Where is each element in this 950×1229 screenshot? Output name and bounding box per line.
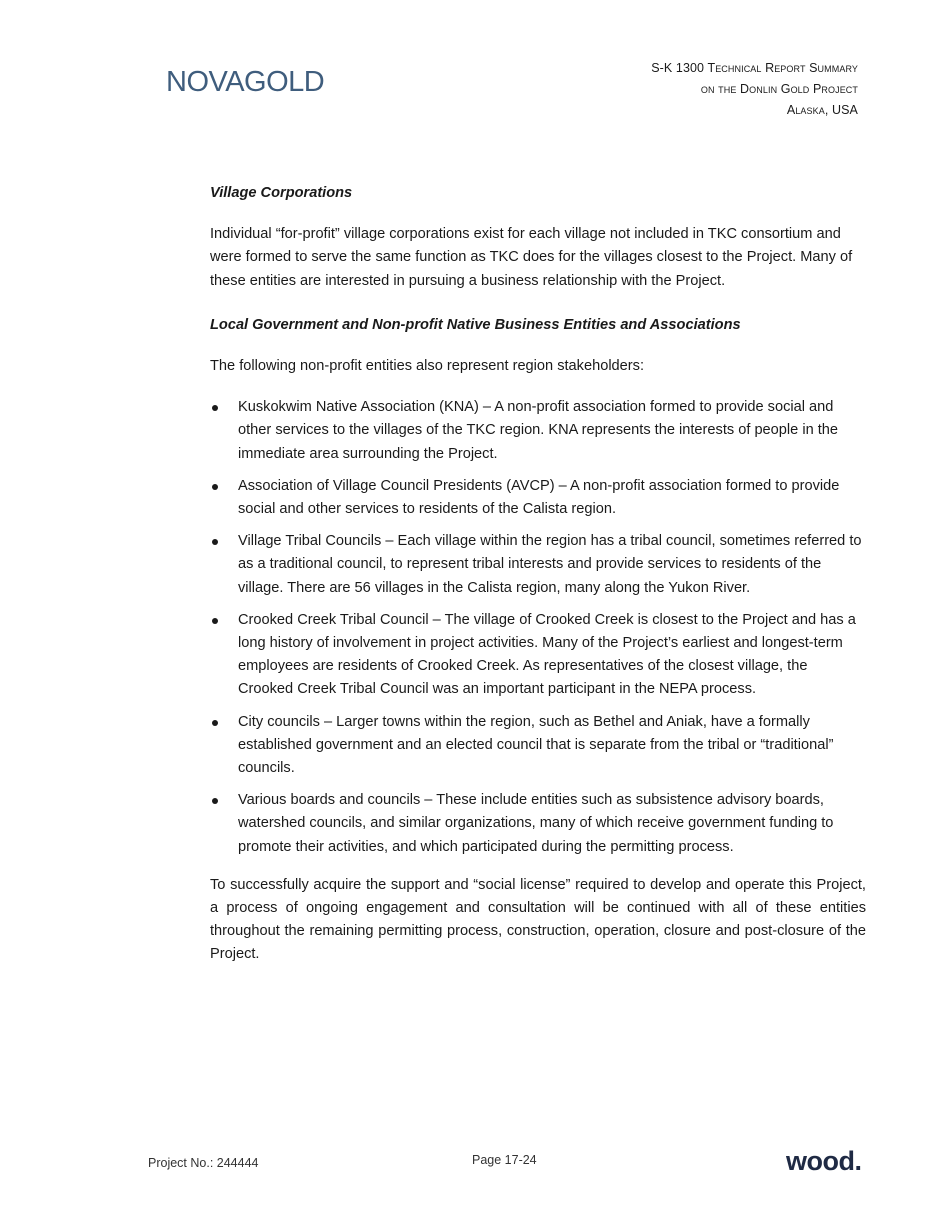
list-item-text: City councils – Larger towns within the region, such as Bethel and Aniak, have a formally established government and an elected council that is separate from the tribal or “traditional” councils.: [238, 713, 834, 777]
bullet-icon: [212, 484, 218, 490]
list-item: [210, 711, 866, 781]
heading-local-government: Local Government and Non-profit Native Business Entities and Associations: [210, 316, 741, 333]
wood-logo: [786, 1146, 862, 1181]
novagold-logo: [166, 64, 342, 96]
list-item: [210, 530, 866, 600]
list-item-text: Various boards and councils – These include entities such as subsistence advisory boards, watershed councils, and similar organizations, many of which receive government funding to promote their activities, and which participated during the permitting process.: [238, 792, 834, 855]
list-item: [210, 789, 866, 859]
report-title-line-3: Alaska, USA: [786, 103, 858, 117]
list-item-text: Association of Village Council Presidents (AVCP) – A non-profit association formed to provide social and other services to residents of the Calista region.: [238, 477, 840, 518]
bullet-icon: [212, 618, 218, 624]
bullet-icon: [212, 798, 218, 804]
report-title-line-1: S-K 1300 Technical Report Summary: [651, 61, 858, 75]
bullet-icon: [212, 405, 218, 411]
paragraph-closing: To successfully acquire the support and “social license” required to develop and operate this Project, a process of ongoing engagement and consultation will be continued with all of these entities throughout the remaining permitting process, construction, operation, closure and post-closure of the Project.: [210, 876, 866, 963]
body-content: [210, 182, 866, 967]
list-item-text: Village Tribal Councils – Each village within the region has a tribal council, sometimes referred to as a traditional council, to represent tribal interests and provide services to residents of the village. There are 56 villages in the Calista region, many along the Yukon River.: [238, 533, 862, 596]
stakeholder-list: [210, 396, 866, 859]
list-item-text: Kuskokwim Native Association (KNA) – A non-profit association formed to provide social and other services to the villages of the TKC region. KNA represents the interests of people in the immediate area surrounding the Project.: [238, 399, 839, 462]
paragraph-intro: The following non-profit entities also represent region stakeholders:: [210, 358, 645, 375]
project-number: Project No.: 244444: [148, 1156, 259, 1170]
list-item: [210, 609, 866, 702]
report-title-block: [651, 58, 858, 121]
list-item: [210, 396, 866, 466]
bullet-icon: [212, 720, 218, 726]
wood-logo-mark: [786, 1146, 862, 1176]
list-item: [210, 475, 866, 521]
heading-village-corporations: Village Corporations: [210, 185, 353, 201]
list-item-text: Crooked Creek Tribal Council – The village of Crooked Creek is closest to the Project and has a long history of involvement in project activities. Many of the Project’s earliest and longest-term employees are residents of Crooked Creek. As representatives of the closest village, the Crooked Creek Tribal Council was an important participant in the NEPA process.: [238, 611, 856, 698]
report-title-line-2: on the Donlin Gold Project: [700, 82, 858, 96]
novagold-logo-mark: [166, 64, 342, 96]
bullet-icon: [212, 539, 218, 545]
wood-logo-text: wood.: [786, 1146, 862, 1176]
paragraph-village-corporations: Individual “for-profit” village corporations exist for each village not included in TKC consortium and were formed to serve the same function as TKC does for the villages closest to the Project. Many of these entities are interested in pursuing a business relationship with the Project.: [210, 226, 853, 289]
page-number: Page 17-24: [472, 1153, 537, 1167]
novagold-logo-text: NOVAGOLD: [166, 66, 325, 96]
